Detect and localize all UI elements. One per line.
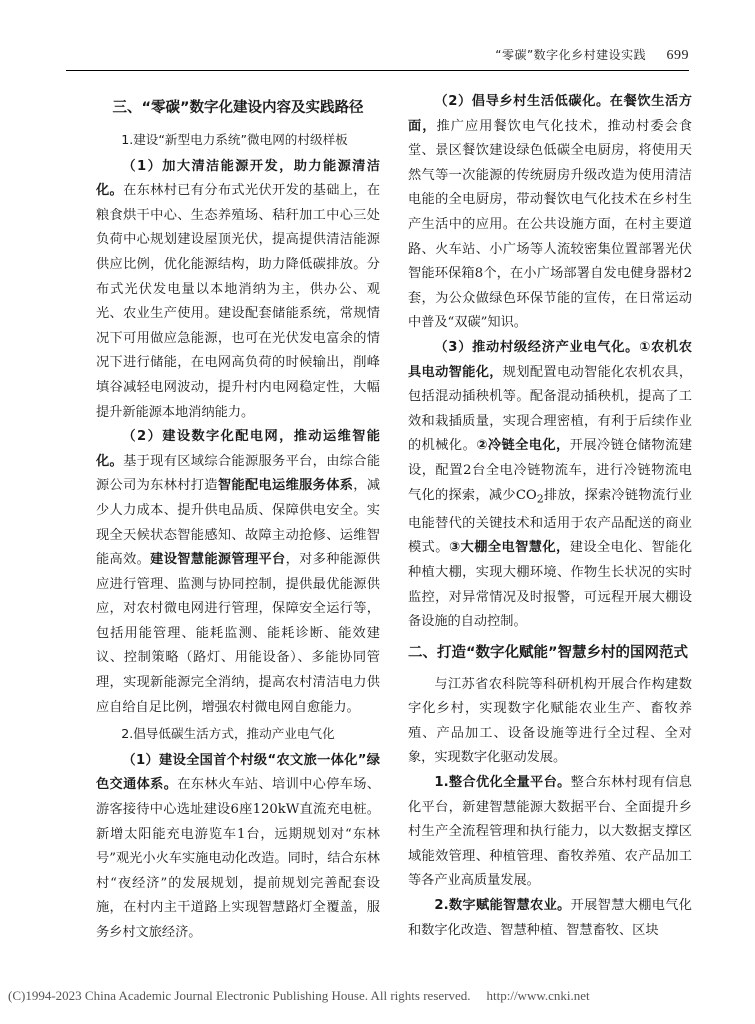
bold-lead: 2.数字赋能智慧农业。 [434,898,571,914]
paragraph-green-transport [96,749,380,946]
paragraph-text: 开展智慧大棚电气化和数字化改造、智慧种植、智慧畜牧、区块 [408,898,692,938]
right-column [408,90,692,943]
bold-term: 在餐饮生活方面， [408,94,692,134]
paragraph-digital-grid [96,425,380,720]
bold-lead: 1.整合优化全量平台。 [434,775,571,791]
bold-lead: （1）建设全国首个村级“农文旅一体化”绿色交通体系。 [96,752,380,793]
page-number: 699 [666,48,689,63]
bold-term: ③大棚全电智慧化， [448,540,570,556]
subsection-heading-1: 1.建设“新型电力系统”微电网的村级样板 [121,132,348,147]
section-heading-3: 三、“零碳”数字化建设内容及实践路径 [112,100,364,116]
paragraph-clean-energy [96,155,380,426]
bold-lead: （2）建设数字化配电网，推动运维智能化。 [96,429,380,469]
paragraph-intro: 与江苏省农科院等科研机构开展合作构建数字化乡村，实现数字化赋能农业生产、畜牧养殖、产品加工、设备设施等进行全过程、全对象，实现数字化驱动发展。 [408,676,692,766]
paragraph-low-carbon-life [408,90,692,336]
paragraph-text: 推广应用餐饮电气化技术，推动村委会食堂、景区餐饮建设绿色低碳全电厨房，将使用天然气等一次能源的传统厨房升级改造为使用清洁电能的全电厨房，带动餐饮电气化技术在乡村生产生活中的应用。在公共设施方面，在村主要道路、火车站、小广场等人流较密集位置部署光伏智能环保箱8个，在小广场部署自发电健身器材2套，为公众做绿色环保节能的宣传，在日常运动中普及“双碳”知识。 [408,118,693,331]
copyright-text: (C)1994-2023 China Academic Journal Electronic Publishing House. All rights reserved. [8,988,471,1003]
bold-lead: （3）推动村级经济产业电气化。①农机农具电动智能化， [408,339,692,380]
paragraph-text: 建设全电化、智能化种植大棚，实现大棚环境、作物生长状况的实时监控，对异常情况及时报警，可远程开展大棚设备设施的自动控制。 [408,540,693,630]
running-head-title: “零碳”数字化乡村建设实践 [495,48,647,62]
paragraph-text: 规划配置电动智能化农机农具，包括混动插秧机等。配备混动插秧机，提高了工效和栽插质量，实现合理密植，有利于后续作业的机械化。 [408,364,693,454]
subsection-heading-2: 2.倡导低碳生活方式，推动产业电气化 [121,726,335,742]
bold-lead: （1）加大清洁能源开发，助力能源清洁化。 [96,158,380,199]
paragraph-text: 整合东林村现有信息化平台，新建智慧能源大数据平台、全面提升乡村生产全流程管理和执行能力，以大数据支撑区域能效管理、种植管理、畜牧养殖、农产品加工等各产业高质量发展。 [408,775,692,889]
paragraph-text: 排放，探索冷链物流行业电能替代的关键技术和适用于农产品配送的商业模式。 [408,487,692,556]
left-column [96,90,380,946]
paragraph-text: ，对多种能源供应进行管理、监测与协同控制，提供最优能源供应，对农村微电网进行管理，保障安全运行等，包括用能管理、能耗监测、能耗诊断、能效建议、控制策略（路灯、用能设备）、多能协同管理，实现新能源完全消纳，提高农村清洁电力供应自给自足比例，增强农村微电网自愈能力。 [96,552,381,715]
footer-url[interactable]: http://www.cnki.net [486,988,590,1003]
paragraph-text: 开展冷链仓储物流建设，配置2台全电冷链物流车，进行冷链物流电气化的探索，减少CO [408,438,693,503]
subscript-2: 2 [536,492,544,506]
paragraph-text: 在东林村已有分布式光伏开发的基础上，在粮食烘干中心、生态养殖场、秸秆加工中心三处负荷中心规划建设屋顶光伏，提高提供清洁能源供应比例，优化能源结构，助力降低碳排放。分布式光伏发电量以本地消纳为主，供办公、观光、农业生产使用。建设配套储能系统，常规情况下可用做应急能源，也可在光伏发电富余的情况下进行储能，在电网高负荷的时候输出，削峰填谷减轻电网波动，提升村内电网稳定性，大幅提升新能源本地消纳能力。 [96,183,381,420]
paragraph-text: 在东林火车站、培训中心停车场、游客接待中心选址建设6座120kW直流充电桩。新增太阳能充电游览车1台，远期规划对“东林号”观光小火车实施电动化改造。同时，结合东林村“夜经济”的发展规划，提前规划完善配套设施，在村内主干道路上实现智慧路灯全覆盖，服务乡村文旅经济。 [96,777,381,940]
paragraph-industry-electrification [408,336,692,635]
paragraph-platform [408,771,692,894]
header-rule [66,70,689,71]
running-head [495,46,689,64]
paragraph-text: ，减少人力成本、提升供电品质、保障供电安全。实现全天候状态智能感知、故障主动抢修、运维智能高效。 [96,478,381,568]
footer-copyright [8,988,748,1004]
bold-term: ②冷链全电化， [476,438,570,454]
bold-lead: （2）倡导乡村生活低碳化。 [434,94,610,109]
paragraph-smart-agriculture [408,894,692,943]
bold-term: 建设智慧能源管理平台 [150,552,286,568]
paragraph-text: 基于现有区域综合能源服务平台，由综合能源公司为东林村打造 [96,453,381,494]
bold-term: 智能配电运维服务体系 [217,478,354,494]
section-heading-2: 二、打造“数字化赋能”智慧乡村的国网范式 [408,644,689,661]
